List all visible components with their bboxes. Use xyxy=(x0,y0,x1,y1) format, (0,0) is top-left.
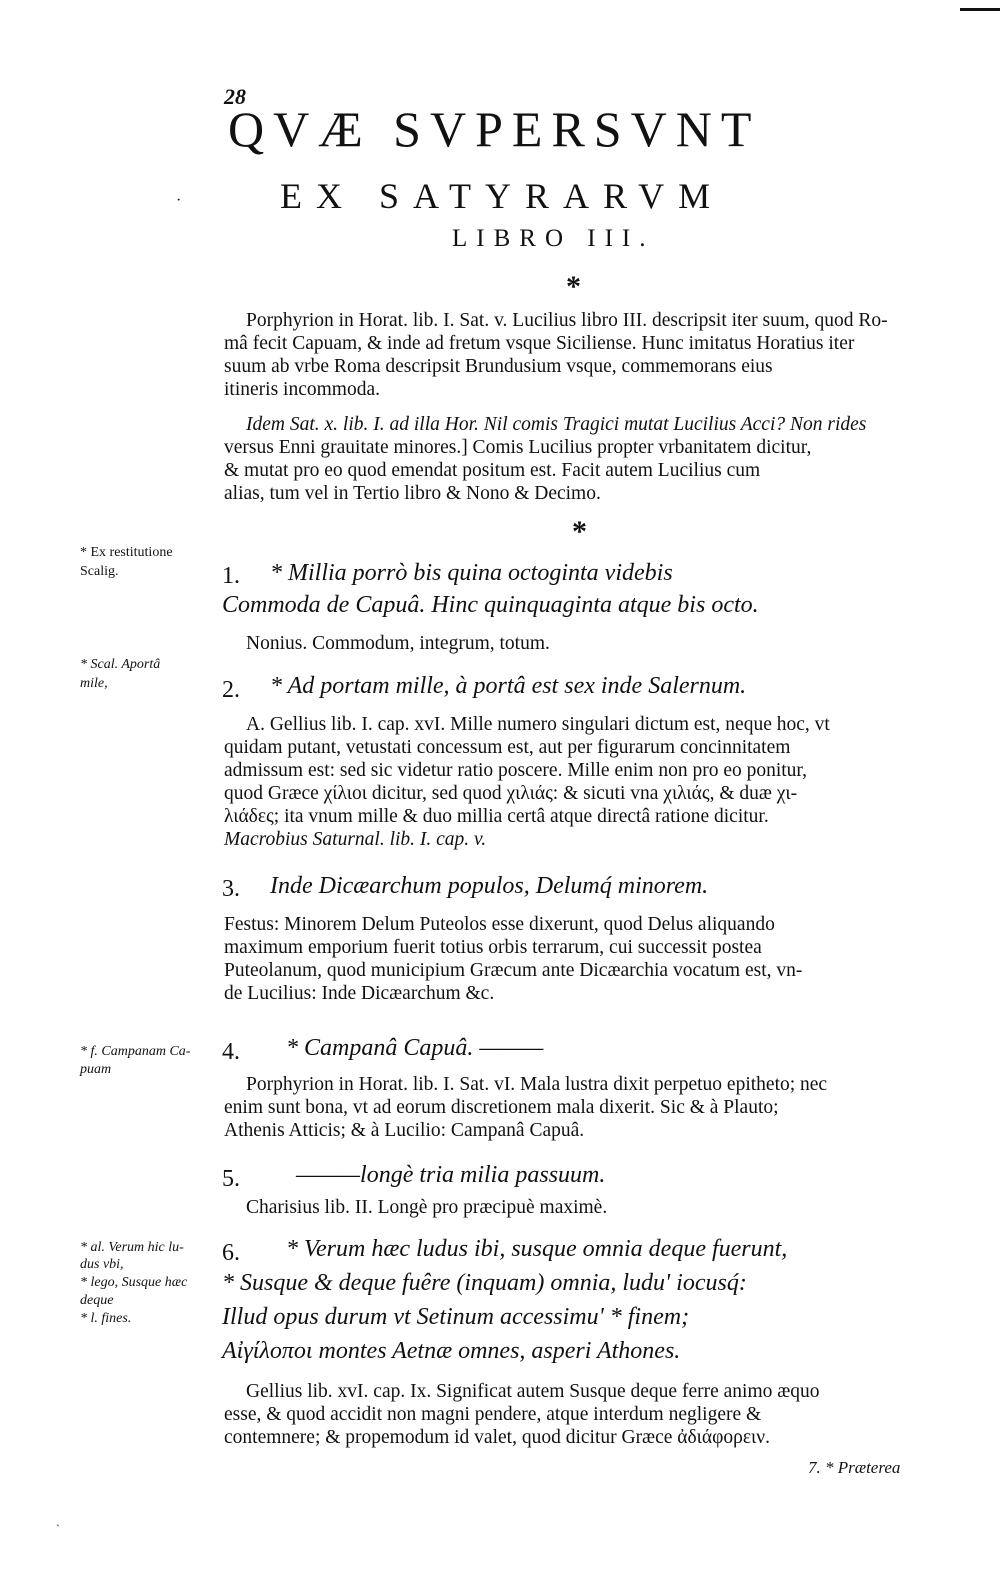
commentary-line: Nonius. Commodum, integrum, totum. xyxy=(246,633,550,654)
verse-line: Commoda de Capuâ. Hinc quinquaginta atque bis octo. xyxy=(222,592,759,618)
verse-line: ———longè tria milia passuum. xyxy=(296,1162,606,1188)
margin-note-line: * Ex restitutione xyxy=(80,545,173,560)
intro-line: versus Enni grauitate minores.] Comis Lucilius propter vrbanitatem dicitur, xyxy=(224,437,812,458)
fragment-number: 6. xyxy=(222,1240,240,1266)
commentary-line: A. Gellius lib. I. cap. xvI. Mille numero singulari dictum est, neque hoc, vt xyxy=(246,714,830,735)
title-line-1: QVÆ SVPERSVNT xyxy=(228,101,761,157)
title-line-3: LIBRO III. xyxy=(452,225,655,252)
commentary-line: maximum emporium fuerit totius orbis terrarum, cui successit postea xyxy=(224,937,762,958)
margin-note-line: deque xyxy=(80,1293,114,1308)
intro-line: Idem Sat. x. lib. I. ad illa Hor. Nil comis Tragici mutat Lucilius Acci? Non rides xyxy=(246,414,867,435)
verse-line: * Millia porrò bis quina octoginta videbis xyxy=(270,560,673,586)
fragment-number: 2. xyxy=(222,677,240,703)
intro-line: itineris incommoda. xyxy=(224,379,380,400)
stray-mark: ` xyxy=(56,1522,60,1536)
commentary-line: contemnere; & propemodum id valet, quod dicitur Græce ἀδιάφορειν. xyxy=(224,1427,770,1448)
commentary-line: λιάδες; ita vnum mille & duo millia certâ atque directâ ratione dicitur. xyxy=(224,806,769,827)
intro-line: suum ab vrbe Roma descripsit Brundusium vsque, commemorans eius xyxy=(224,356,773,377)
margin-note-line: * f. Campanam Ca- xyxy=(80,1044,191,1059)
commentary-line: de Lucilius: Inde Dicæarchum &c. xyxy=(224,983,495,1004)
commentary-line: Festus: Minorem Delum Puteolos esse dixerunt, quod Delus aliquando xyxy=(224,914,775,935)
commentary-line: Gellius lib. xvI. cap. Ix. Significat autem Susque deque ferre animo æquo xyxy=(246,1381,820,1402)
margin-note-line: dus vbi, xyxy=(80,1257,124,1272)
verse-line: * Ad portam mille, à portâ est sex inde Salernum. xyxy=(270,673,747,699)
intro-line: mâ fecit Capuam, & inde ad fretum vsque Siciliense. Hunc imitatus Horatius iter xyxy=(224,333,855,354)
intro-line: & mutat pro eo quod emendat positum est. Facit autem Lucilius cum xyxy=(224,460,761,481)
verse-line: * Susque & deque fuêre (inquam) omnia, ludu' iocusq́: xyxy=(222,1270,747,1296)
margin-note-line: puam xyxy=(80,1062,112,1077)
verse-line: Αἰγίλοποι montes Aetnæ omnes, asperi Athones. xyxy=(222,1338,681,1364)
intro-line: alias, tum vel in Tertio libro & Nono & Decimo. xyxy=(224,483,601,504)
commentary-line: Charisius lib. II. Longè pro præcipuè maximè. xyxy=(246,1197,608,1218)
fragment-number: 3. xyxy=(222,876,240,902)
verse-line: Illud opus durum vt Setinum accessimu' * finem; xyxy=(222,1304,690,1330)
margin-note-line: * al. Verum hic lu- xyxy=(80,1240,184,1255)
commentary-line: Macrobius Saturnal. lib. I. cap. v. xyxy=(224,829,487,850)
title-line-2: EX SATYRARVM xyxy=(280,176,725,216)
commentary-line: Porphyrion in Horat. lib. I. Sat. vI. Mala lustra dixit perpetuo epitheto; nec xyxy=(246,1074,828,1095)
stray-mark: · xyxy=(176,192,182,209)
fragment-number: 5. xyxy=(222,1166,240,1192)
margin-note-line: * lego, Susque hæc xyxy=(80,1275,188,1290)
margin-note-line: mile, xyxy=(80,676,108,691)
commentary-line: enim sunt bona, vt ad eorum discretionem mala dixerit. Sic & à Plauto; xyxy=(224,1097,779,1118)
fragment-number: 4. xyxy=(222,1039,240,1065)
section-asterisk: * xyxy=(566,270,581,303)
catchword: 7. * Præterea xyxy=(808,1458,901,1477)
verse-line: Inde Dicæarchum populos, Delumq́ minorem. xyxy=(270,873,709,899)
commentary-line: quidam putant, vetustati concessum est, aut per figurarum concinnitatem xyxy=(224,737,791,758)
margin-note-line: * l. fines. xyxy=(80,1311,132,1326)
commentary-line: admissum est: sed sic videtur ratio poscere. Mille enim non pro eo ponitur, xyxy=(224,760,808,781)
verse-line: * Verum hæc ludus ibi, susque omnia deque fuerunt, xyxy=(286,1236,788,1262)
commentary-line: quod Græce χίλιοι dicitur, sed quod χιλιάς: & sicuti vna χιλιάς, & duæ χι- xyxy=(224,783,798,804)
verse-line: * Campanâ Capuâ. ——— xyxy=(286,1035,544,1061)
page-edge-rule xyxy=(960,0,1000,11)
margin-note-line: Scalig. xyxy=(80,564,119,579)
intro-line: Porphyrion in Horat. lib. I. Sat. v. Lucilius libro III. descripsit iter suum, quod Ro- xyxy=(246,310,888,331)
commentary-line: Puteolanum, quod municipium Græcum ante Dicæarchia vocatum est, vn- xyxy=(224,960,803,981)
commentary-line: Athenis Atticis; & à Lucilio: Campanâ Capuâ. xyxy=(224,1120,585,1141)
commentary-line: esse, & quod accidit non magni pendere, atque interdum negligere & xyxy=(224,1404,762,1425)
section-asterisk: * xyxy=(572,515,587,548)
page-number: 28 xyxy=(224,84,246,109)
fragment-number: 1. xyxy=(222,563,240,589)
margin-note-line: * Scal. Aportâ xyxy=(80,657,161,672)
